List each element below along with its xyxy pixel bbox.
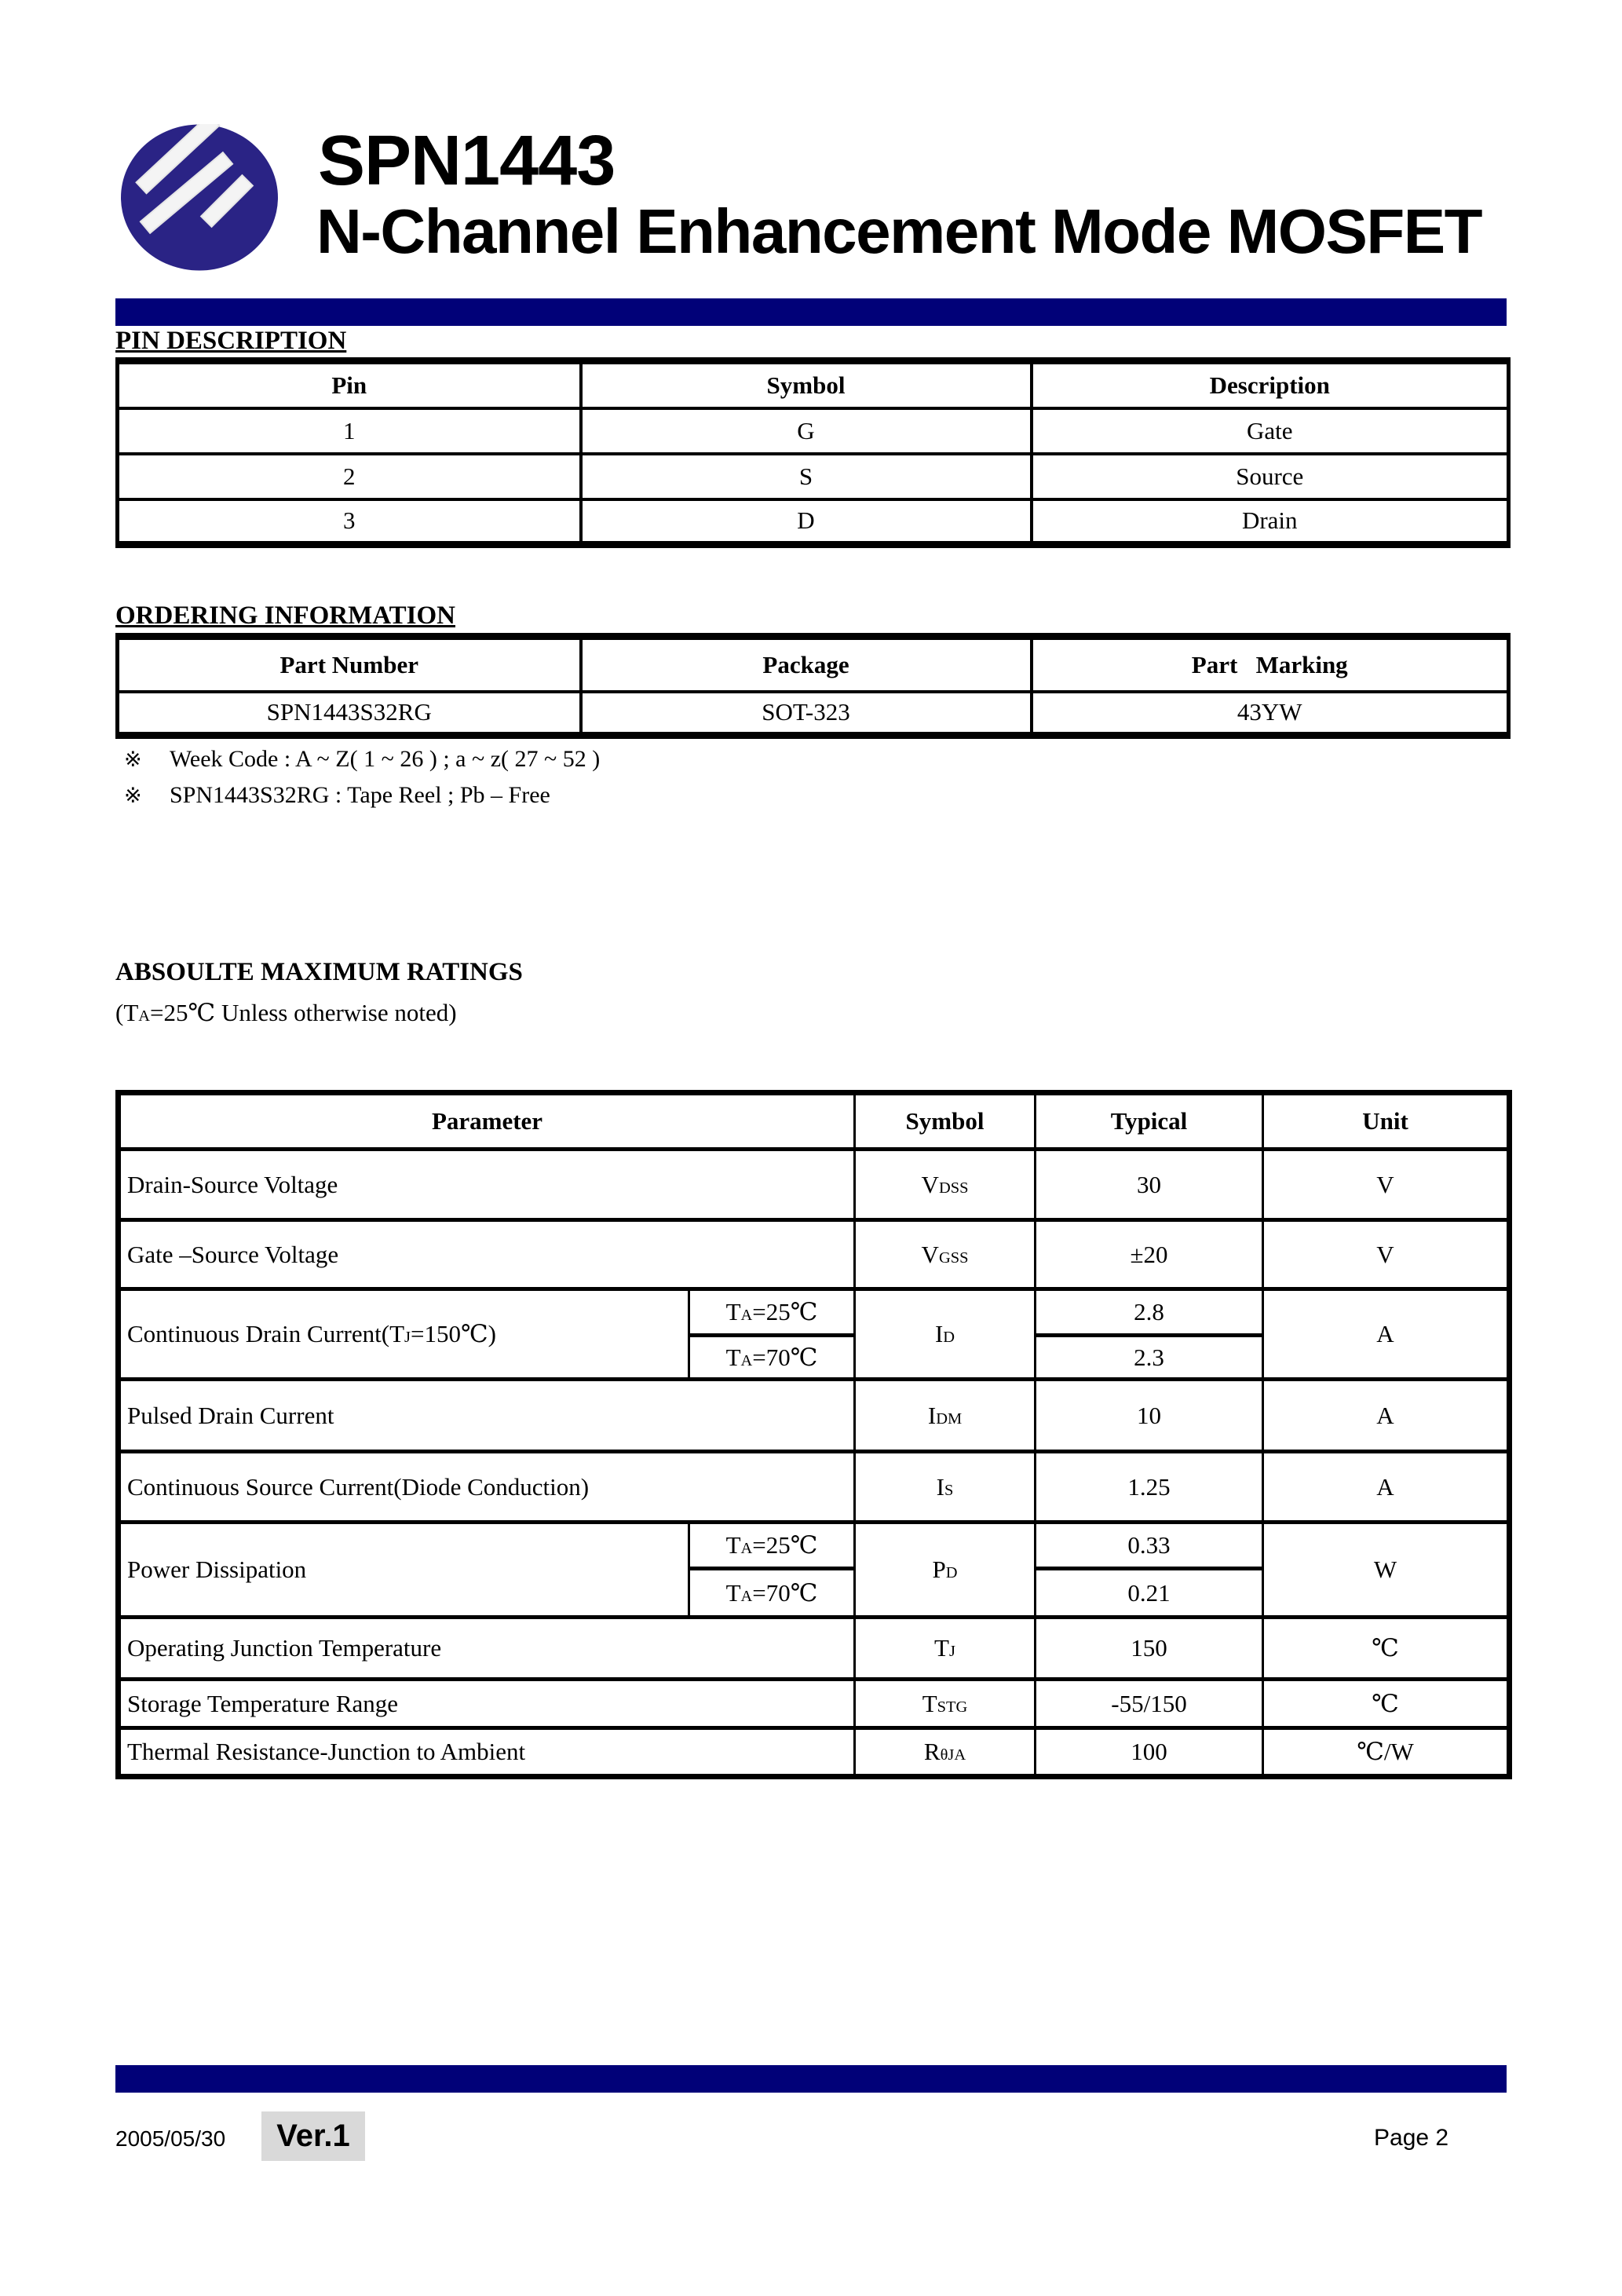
ordering-table-header-row — [118, 637, 1509, 692]
col-header-parameter: Parameter — [119, 1093, 855, 1150]
ratings-header-row — [119, 1093, 1510, 1150]
cell-unit: ℃ — [1263, 1618, 1510, 1680]
cell-typical: 0.33 — [1036, 1523, 1263, 1569]
cell-unit: ℃/W — [1263, 1728, 1510, 1777]
pin-table-row — [118, 454, 1509, 499]
ratings-row — [119, 1452, 1510, 1523]
cell-package: SOT-323 — [581, 692, 1032, 736]
cell-unit: V — [1263, 1220, 1510, 1289]
ratings-row-split — [119, 1523, 1510, 1569]
cell-symbol: VGSS — [855, 1220, 1036, 1289]
cell-condition: TA=70℃ — [689, 1569, 855, 1618]
ordering-information-heading: ORDERING INFORMATION — [115, 601, 455, 630]
logo-circle — [121, 125, 278, 271]
note-text: Week Code : A ~ Z( 1 ~ 26 ) ; a ~ z( 27 ~ 52 ) — [170, 746, 601, 772]
cell-typical: 0.21 — [1036, 1569, 1263, 1618]
cell-pin-description: Gate — [1032, 408, 1509, 454]
ordering-table-row — [118, 692, 1509, 736]
ratings-row — [119, 1618, 1510, 1680]
col-header-package: Package — [581, 637, 1032, 692]
ordering-notes — [124, 746, 600, 818]
cell-symbol: TSTG — [855, 1680, 1036, 1728]
cell-symbol: VDSS — [855, 1150, 1036, 1220]
cond-pre: (T — [115, 999, 139, 1026]
reference-mark-icon: ※ — [124, 748, 142, 772]
footer-page-number: Page 2 — [1374, 2125, 1449, 2151]
page-subtitle: N-Channel Enhancement Mode MOSFET — [316, 196, 1481, 266]
cell-typical: -55/150 — [1036, 1680, 1263, 1728]
ratings-row — [119, 1150, 1510, 1220]
cell-unit: V — [1263, 1150, 1510, 1220]
cell-symbol: IDM — [855, 1380, 1036, 1452]
cell-parameter: Continuous Source Current(Diode Conduction) — [119, 1452, 855, 1523]
cell-part-number: SPN1443S32RG — [118, 692, 581, 736]
footer-version-badge: Ver.1 — [261, 2111, 365, 2161]
ratings-heading: ABSOULTE MAXIMUM RATINGS — [115, 958, 523, 986]
pin-table-row — [118, 499, 1509, 545]
col-header-part-marking: Part Marking — [1032, 637, 1509, 692]
cell-symbol: ID — [855, 1289, 1036, 1380]
cell-pin-symbol: S — [581, 454, 1032, 499]
cell-pin-symbol: D — [581, 499, 1032, 545]
col-header-symbol: Symbol — [855, 1093, 1036, 1150]
pin-description-heading: PIN DESCRIPTION — [115, 327, 347, 355]
note-tape-reel — [124, 782, 600, 818]
col-header-symbol: Symbol — [581, 361, 1032, 408]
cell-symbol: RθJA — [855, 1728, 1036, 1777]
cell-pin-symbol: G — [581, 408, 1032, 454]
cell-parameter: Gate –Source Voltage — [119, 1220, 855, 1289]
cell-typical: 2.3 — [1036, 1336, 1263, 1380]
cell-typical: 150 — [1036, 1618, 1263, 1680]
cell-pin-number: 2 — [118, 454, 581, 499]
col-header-description: Description — [1032, 361, 1509, 408]
ordering-information-table — [115, 633, 1511, 739]
col-header-part-number: Part Number — [118, 637, 581, 692]
ratings-table — [115, 1090, 1512, 1779]
ratings-row — [119, 1728, 1510, 1777]
cell-typical: 100 — [1036, 1728, 1263, 1777]
cell-typical: 30 — [1036, 1150, 1263, 1220]
cell-unit: A — [1263, 1289, 1510, 1380]
note-text: SPN1443S32RG : Tape Reel ; Pb – Free — [170, 782, 550, 808]
cell-symbol: PD — [855, 1523, 1036, 1618]
note-week-code — [124, 746, 600, 782]
cell-condition: TA=25℃ — [689, 1523, 855, 1569]
cell-pin-number: 1 — [118, 408, 581, 454]
cell-symbol: IS — [855, 1452, 1036, 1523]
footer-date: 2005/05/30 — [115, 2126, 226, 2151]
cell-unit: A — [1263, 1380, 1510, 1452]
cell-pin-description: Source — [1032, 454, 1509, 499]
cell-typical: 2.8 — [1036, 1289, 1263, 1336]
ratings-row — [119, 1380, 1510, 1452]
cell-parameter: Storage Temperature Range — [119, 1680, 855, 1728]
cell-parameter: Continuous Drain Current(TJ=150℃) — [119, 1289, 689, 1380]
cell-part-marking: 43YW — [1032, 692, 1509, 736]
cell-unit: ℃ — [1263, 1680, 1510, 1728]
cell-parameter: Thermal Resistance-Junction to Ambient — [119, 1728, 855, 1777]
pin-table-row — [118, 408, 1509, 454]
reference-mark-icon: ※ — [124, 784, 142, 808]
pin-table-header-row — [118, 361, 1509, 408]
footer-divider-bar — [115, 2065, 1507, 2093]
cell-typical: 1.25 — [1036, 1452, 1263, 1523]
cond-post: =25℃ Unless otherwise noted) — [150, 999, 457, 1026]
cell-parameter: Operating Junction Temperature — [119, 1618, 855, 1680]
header-divider-bar — [115, 298, 1507, 326]
cell-symbol: TJ — [855, 1618, 1036, 1680]
cell-pin-number: 3 — [118, 499, 581, 545]
col-header-pin: Pin — [118, 361, 581, 408]
cell-condition: TA=25℃ — [689, 1289, 855, 1336]
cell-unit: A — [1263, 1452, 1510, 1523]
cell-parameter: Drain-Source Voltage — [119, 1150, 855, 1220]
pin-description-table — [115, 357, 1511, 548]
cell-typical: ±20 — [1036, 1220, 1263, 1289]
cond-sub: A — [138, 1007, 151, 1025]
cell-parameter: Pulsed Drain Current — [119, 1380, 855, 1452]
ratings-row-split — [119, 1289, 1510, 1336]
col-header-unit: Unit — [1263, 1093, 1510, 1150]
ratings-row — [119, 1220, 1510, 1289]
brand-logo-icon — [120, 124, 279, 271]
cell-typical: 10 — [1036, 1380, 1263, 1452]
ratings-row — [119, 1680, 1510, 1728]
cell-parameter: Power Dissipation — [119, 1523, 689, 1618]
cell-condition: TA=70℃ — [689, 1336, 855, 1380]
cell-pin-description: Drain — [1032, 499, 1509, 545]
ratings-condition-note — [115, 999, 457, 1027]
col-header-typical: Typical — [1036, 1093, 1263, 1150]
page-title: SPN1443 — [318, 122, 616, 200]
cell-unit: W — [1263, 1523, 1510, 1618]
